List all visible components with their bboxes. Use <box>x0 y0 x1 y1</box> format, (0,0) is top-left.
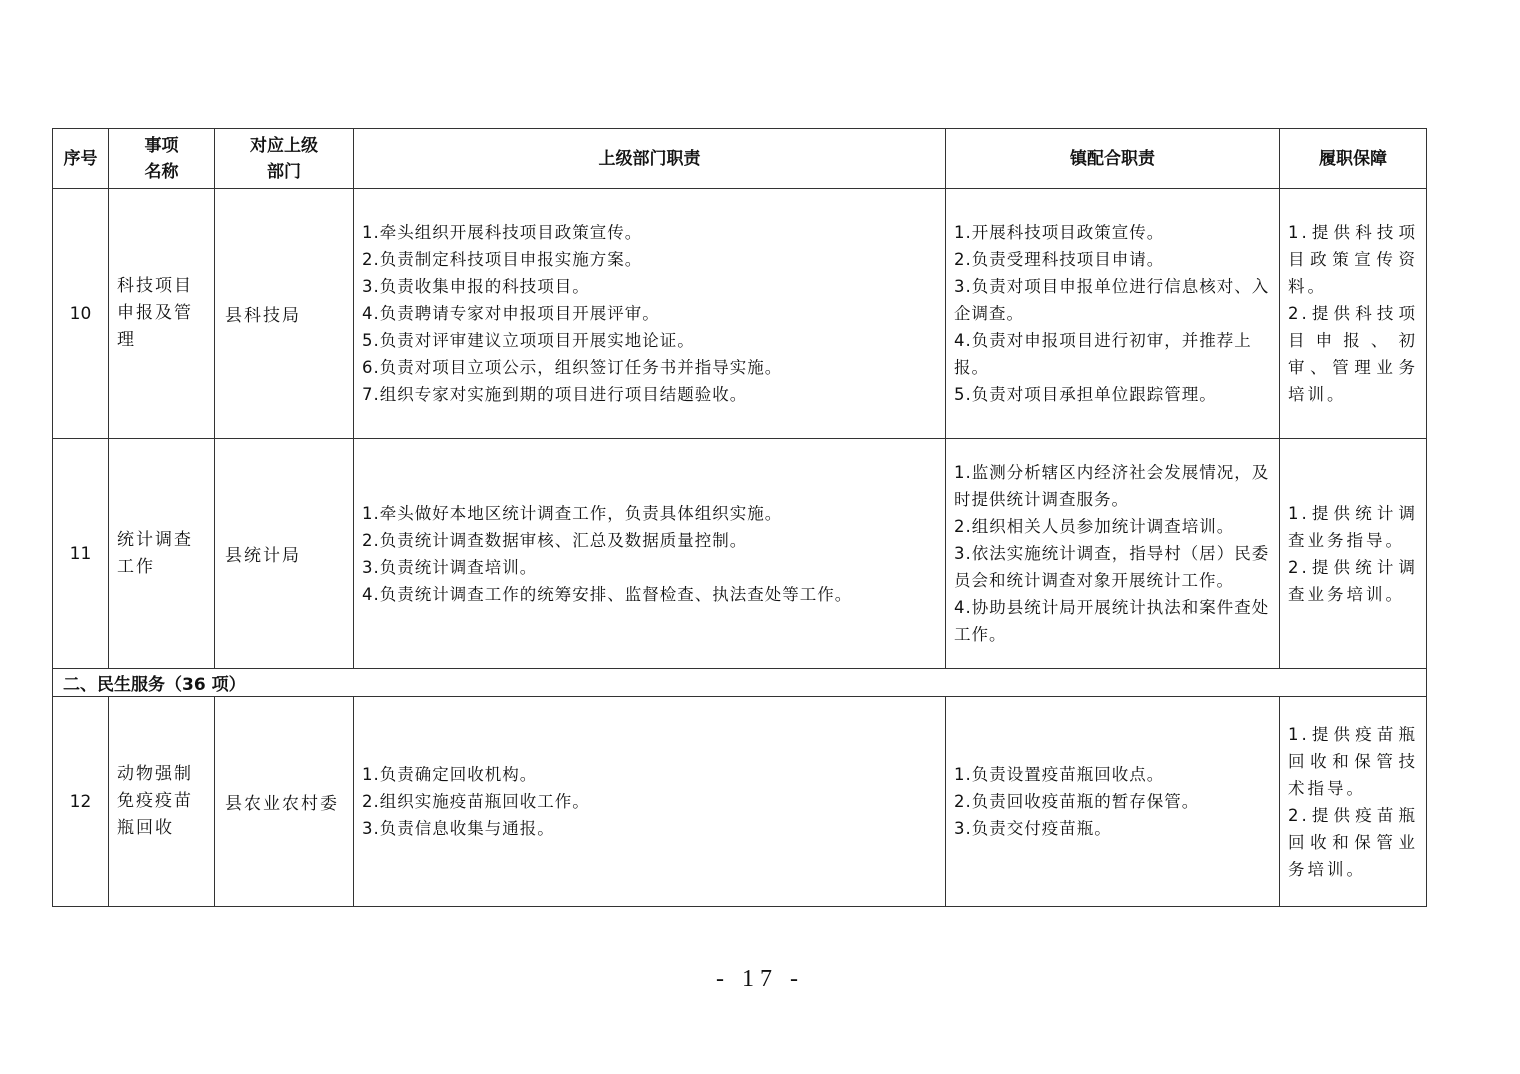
guarantee-list <box>1280 697 1427 907</box>
list-item: 3.负责对项目申报单位进行信息核对、入企调查。 <box>954 277 1270 323</box>
list-item: 3.负责统计调查培训。 <box>362 557 538 577</box>
list-item: 2.负责回收疫苗瓶的暂存保管。 <box>954 792 1200 811</box>
list-item: 1.提供科技项目政策宣传资料。 <box>1288 223 1418 296</box>
page-number: - 17 - <box>716 966 804 992</box>
list-item: 4.负责统计调查工作的统筹安排、监督检查、执法查处等工作。 <box>362 584 853 604</box>
town-duty-list <box>946 697 1280 907</box>
list-item: 2.负责统计调查数据审核、汇总及数据质量控制。 <box>362 530 748 550</box>
header-dept: 对应上级部门 <box>215 129 354 189</box>
list-item: 3.负责信息收集与通报。 <box>362 819 555 838</box>
list-item: 4.负责对申报项目进行初审，并推荐上报。 <box>954 331 1252 377</box>
list-item: 2.组织相关人员参加统计调查培训。 <box>954 517 1235 536</box>
duty-table <box>52 128 1427 907</box>
row-number: 11 <box>53 439 109 669</box>
item-name: 科技项目申报及管理 <box>109 189 215 439</box>
upper-duty-list <box>354 697 946 907</box>
guarantee-list <box>1280 439 1427 669</box>
list-item: 7.组织专家对实施到期的项目进行项目结题验收。 <box>362 385 748 404</box>
header-name: 事项名称 <box>109 129 215 189</box>
header-num: 序号 <box>53 129 109 189</box>
upper-duty-list <box>354 189 946 439</box>
table-row <box>53 439 1427 669</box>
list-item: 6.负责对项目立项公示，组织签订任务书并指导实施。 <box>362 358 783 377</box>
town-duty-list <box>946 189 1280 439</box>
list-item: 2.提供科技项目申报、初审、管理业务培训。 <box>1288 304 1418 404</box>
dept-name: 县统计局 <box>215 439 354 669</box>
list-item: 1.牵头做好本地区统计调查工作，负责具体组织实施。 <box>362 503 783 523</box>
list-item: 4.协助县统计局开展统计执法和案件查处工作。 <box>954 598 1270 644</box>
town-duty-list <box>946 439 1280 669</box>
list-item: 1.牵头组织开展科技项目政策宣传。 <box>362 223 643 242</box>
list-item: 1.提供疫苗瓶回收和保管技术指导。 <box>1288 724 1418 798</box>
list-item: 3.依法实施统计调查，指导村（居）民委员会和统计调查对象开展统计工作。 <box>954 544 1270 590</box>
item-name: 统计调查工作 <box>109 439 215 669</box>
list-item: 1.开展科技项目政策宣传。 <box>954 223 1165 242</box>
list-item: 2.提供疫苗瓶回收和保管业务培训。 <box>1288 805 1418 879</box>
list-item: 1.监测分析辖区内经济社会发展情况，及时提供统计调查服务。 <box>954 463 1270 509</box>
list-item: 3.负责收集申报的科技项目。 <box>362 277 590 296</box>
list-item: 2.负责受理科技项目申请。 <box>954 250 1165 269</box>
upper-duty-list <box>354 439 946 669</box>
list-item: 1.提供统计调查业务指导。 <box>1288 503 1418 550</box>
row-number: 10 <box>53 189 109 439</box>
header-town-duty: 镇配合职责 <box>946 129 1280 189</box>
list-item: 2.提供统计调查业务培训。 <box>1288 557 1418 604</box>
item-name: 动物强制免疫疫苗瓶回收 <box>109 697 215 907</box>
table-row <box>53 697 1427 907</box>
list-item: 4.负责聘请专家对申报项目开展评审。 <box>362 304 660 323</box>
list-item: 5.负责对评审建议立项项目开展实地论证。 <box>362 331 695 350</box>
list-item: 1.负责确定回收机构。 <box>362 765 538 784</box>
table-row <box>53 189 1427 439</box>
header-guarantee: 履职保障 <box>1280 129 1427 189</box>
list-item: 1.负责设置疫苗瓶回收点。 <box>954 765 1165 784</box>
guarantee-list <box>1280 189 1427 439</box>
list-item: 2.组织实施疫苗瓶回收工作。 <box>362 792 590 811</box>
header-upper-duty: 上级部门职责 <box>354 129 946 189</box>
table-header-row <box>53 129 1427 189</box>
section-row <box>53 669 1427 697</box>
row-number: 12 <box>53 697 109 907</box>
dept-name: 县科技局 <box>215 189 354 439</box>
list-item: 3.负责交付疫苗瓶。 <box>954 819 1112 838</box>
list-item: 5.负责对项目承担单位跟踪管理。 <box>954 385 1217 404</box>
section-heading: 二、民生服务（36 项） <box>53 669 1427 697</box>
list-item: 2.负责制定科技项目申报实施方案。 <box>362 250 643 269</box>
dept-name: 县农业农村委 <box>215 697 354 907</box>
